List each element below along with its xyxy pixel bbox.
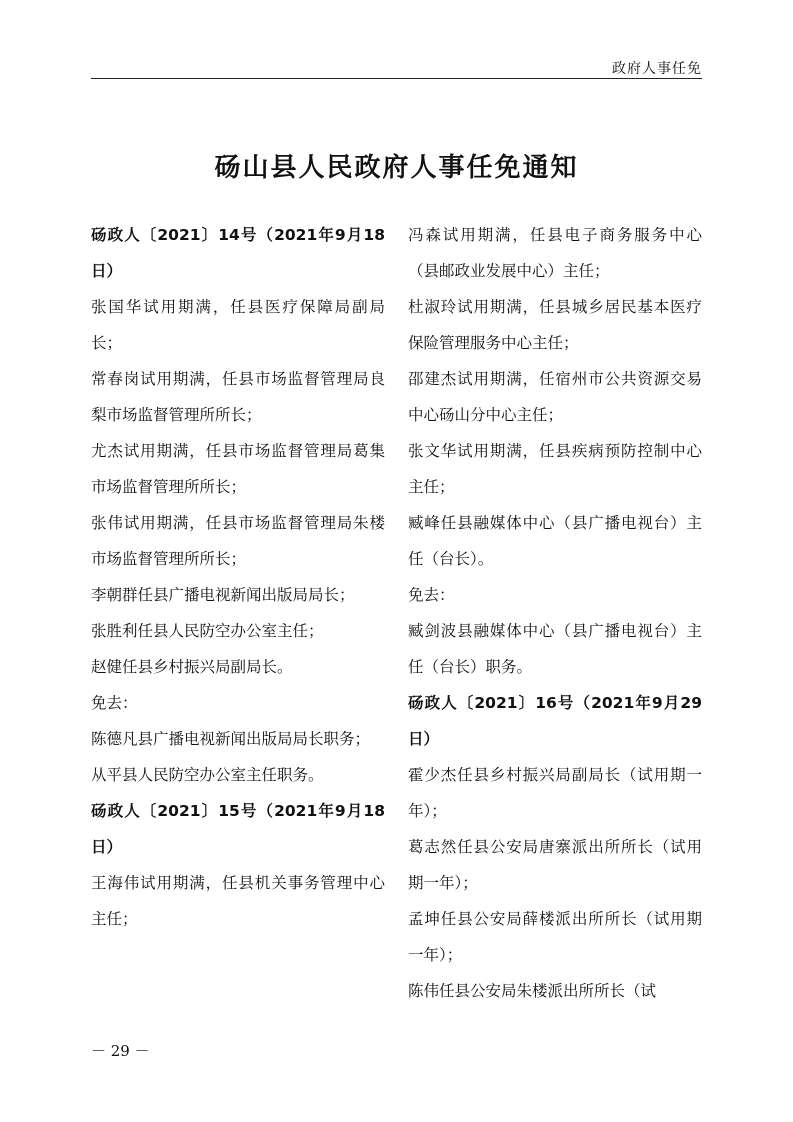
appointment-paragraph: 赵健任县乡村振兴局副局长。 xyxy=(91,658,293,676)
running-header: 政府人事任免 xyxy=(612,61,702,77)
appointment-paragraph: 杜淑玲试用期满，任县城乡居民基本医疗保险管理服务中心主任； xyxy=(408,298,702,352)
page-title: 砀山县人民政府人事任免通知 xyxy=(214,153,579,184)
header-rule xyxy=(91,78,702,79)
appointment-paragraph: 王海伟试用期满，任县机关事务管理中心主任； xyxy=(91,874,385,928)
appointment-paragraph: 陈伟任县公安局朱楼派出所所长（试 xyxy=(408,982,657,1000)
appointment-paragraph: 葛志然任县公安局唐寨派出所所长（试用期一年）； xyxy=(408,838,702,892)
appointment-paragraph: 邵建杰试用期满，任宿州市公共资源交易中心砀山分中心主任； xyxy=(408,370,702,424)
appointment-paragraph: 免去： xyxy=(91,694,138,712)
appointment-paragraph: 常春岗试用期满，任县市场监督管理局良梨市场监督管理所所长； xyxy=(91,370,385,424)
appointment-paragraph: 李朝群任县广播电视新闻出版局局长； xyxy=(91,586,355,604)
page-number: － 29 － xyxy=(91,1042,150,1060)
appointment-paragraph: 张伟试用期满，任县市场监督管理局朱楼市场监督管理所所长； xyxy=(91,514,385,568)
appointment-paragraph: 张胜利任县人民防空办公室主任； xyxy=(91,622,324,640)
appointment-paragraph: 陈德凡县广播电视新闻出版局局长职务； xyxy=(91,730,371,748)
document-number-heading: 砀政人〔2021〕16号（2021年9月29日） xyxy=(408,694,702,748)
appointment-paragraph: 张国华试用期满，任县医疗保障局副局长； xyxy=(91,298,385,352)
left-column xyxy=(91,217,385,937)
appointment-paragraph: 臧剑波县融媒体中心（县广播电视台）主任（台长）职务。 xyxy=(408,622,702,676)
appointment-paragraph: 冯森试用期满，任县电子商务服务中心（县邮政业发展中心）主任； xyxy=(408,226,702,280)
document-number-heading: 砀政人〔2021〕15号（2021年9月18日） xyxy=(91,802,385,856)
appointment-paragraph: 霍少杰任县乡村振兴局副局长（试用期一年）； xyxy=(408,766,702,820)
appointment-paragraph: 从平县人民防空办公室主任职务。 xyxy=(91,766,324,784)
appointment-paragraph: 免去： xyxy=(408,586,455,604)
appointment-paragraph: 尤杰试用期满，任县市场监督管理局葛集市场监督管理所所长； xyxy=(91,442,385,496)
document-number-heading: 砀政人〔2021〕14号（2021年9月18日） xyxy=(91,226,385,280)
appointment-paragraph: 孟坤任县公安局薛楼派出所所长（试用期一年）； xyxy=(408,910,702,964)
appointment-paragraph: 臧峰任县融媒体中心（县广播电视台）主任（台长）。 xyxy=(408,514,702,568)
right-column xyxy=(408,217,702,1009)
appointment-paragraph: 张文华试用期满，任县疾病预防控制中心主任； xyxy=(408,442,702,496)
